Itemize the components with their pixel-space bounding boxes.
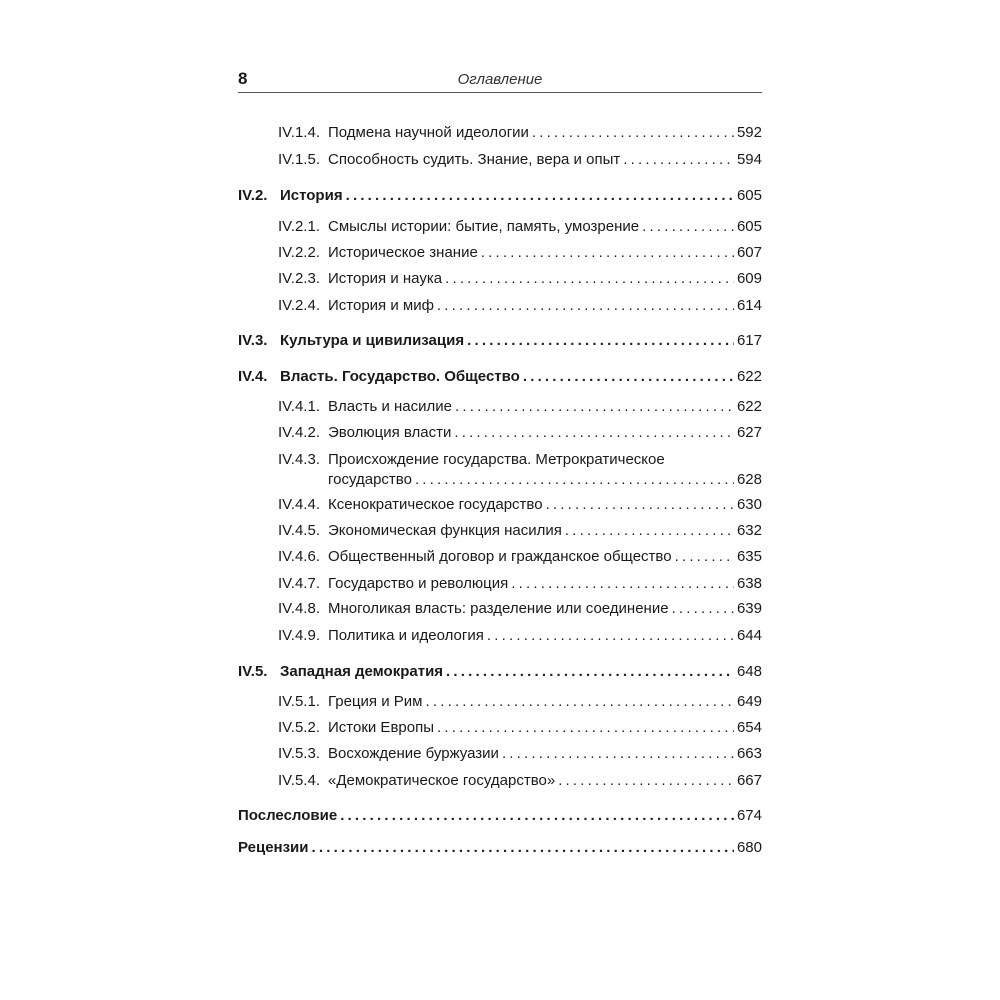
toc-entry-title: Восхождение буржуазии: [328, 745, 499, 762]
dot-leader: [346, 186, 734, 206]
toc-entry-number: IV.4.5.: [278, 522, 320, 539]
toc-entry-page: 667: [736, 772, 762, 789]
toc-section-number: IV.3.: [238, 332, 268, 349]
toc-entry-page: 592: [736, 124, 762, 141]
toc-section-page: 648: [736, 663, 762, 680]
toc-section[interactable]: [238, 186, 762, 206]
toc-entry-title: Экономическая функция насилия: [328, 522, 562, 539]
toc-entry[interactable]: [278, 397, 762, 417]
toc-entry-number: IV.5.2.: [278, 719, 320, 736]
toc-entry-number: IV.1.5.: [278, 151, 320, 168]
toc-entry-number: IV.4.7.: [278, 575, 320, 592]
toc-section-title: Культура и цивилизация: [280, 332, 465, 349]
dot-leader: [546, 495, 734, 515]
toc-entry-page: 630: [736, 496, 762, 513]
toc-entry-number: IV.4.2.: [278, 424, 320, 441]
dot-leader: [467, 331, 734, 351]
toc-entry-number: IV.5.1.: [278, 693, 320, 710]
dot-leader: [437, 296, 734, 316]
toc-entry-title-line1: Происхождение государства. Метрократическое: [328, 451, 665, 468]
dot-leader: [425, 692, 734, 712]
toc-entry[interactable]: [278, 521, 762, 541]
toc-entry-title: Общественный договор и гражданское общество: [328, 548, 672, 565]
dot-leader: [445, 269, 734, 289]
toc-entry-page: 622: [736, 398, 762, 415]
toc-entry-page: 609: [736, 270, 762, 287]
toc-section-title: История: [280, 187, 343, 204]
toc-entry[interactable]: [278, 423, 762, 443]
toc-entry[interactable]: [278, 771, 762, 791]
toc-entry-number: IV.4.6.: [278, 548, 320, 565]
toc-entry-title: «Демократическое государство»: [328, 772, 556, 789]
dot-leader: [502, 744, 734, 764]
toc-section-number: IV.5.: [238, 663, 268, 680]
toc-entry[interactable]: [278, 599, 762, 619]
toc-entry[interactable]: [278, 243, 762, 263]
toc-entry-title: Греция и Рим: [328, 693, 423, 710]
running-head: Оглавление: [457, 71, 543, 88]
toc-section-page: 622: [736, 368, 762, 385]
toc-entry-title: История и миф: [328, 297, 434, 314]
toc-entry-page: 632: [736, 522, 762, 539]
toc-entry[interactable]: [278, 450, 762, 490]
toc-section[interactable]: [238, 367, 762, 387]
toc-entry[interactable]: [278, 150, 762, 170]
toc-section-title: Рецензии: [238, 839, 309, 856]
toc-entry-page: 614: [736, 297, 762, 314]
toc-entry[interactable]: [278, 123, 762, 143]
toc-section-page: 680: [736, 839, 762, 856]
toc-entry-number: IV.4.3.: [278, 451, 320, 468]
dot-leader: [565, 521, 734, 541]
dot-leader: [511, 574, 734, 594]
toc-entry-title: Эволюция власти: [328, 424, 452, 441]
dot-leader: [437, 718, 734, 738]
dot-leader: [532, 123, 734, 143]
toc-entry-number: IV.4.1.: [278, 398, 320, 415]
toc-entry-page: 607: [736, 244, 762, 261]
toc-entry-page: 638: [736, 575, 762, 592]
toc-entry-title: Власть и насилие: [328, 398, 452, 415]
dot-leader: [455, 397, 734, 417]
toc-entry-number: IV.5.4.: [278, 772, 320, 789]
toc-entry-page: 628: [736, 471, 762, 488]
dot-leader: [623, 150, 734, 170]
dot-leader: [642, 217, 734, 237]
toc-entry[interactable]: [278, 626, 762, 646]
toc-section[interactable]: [238, 838, 762, 858]
toc-section-number: IV.4.: [238, 368, 268, 385]
toc-entry-page: 644: [736, 627, 762, 644]
toc-section-title: Западная демократия: [280, 663, 444, 680]
toc-section-title: Власть. Государство. Общество: [280, 368, 520, 385]
toc-entry-title: Подмена научной идеологии: [328, 124, 529, 141]
toc-entry-page: 649: [736, 693, 762, 710]
dot-leader: [481, 243, 734, 263]
dot-leader: [487, 626, 734, 646]
toc-entry-title: Государство и революция: [328, 575, 509, 592]
toc-entry[interactable]: [278, 692, 762, 712]
toc-entry-number: IV.2.1.: [278, 218, 320, 235]
toc-entry-title: Ксенократическое государство: [328, 496, 543, 513]
toc-entry-title: Способность судить. Знание, вера и опыт: [328, 151, 621, 168]
toc-entry-page: 605: [736, 218, 762, 235]
toc-section-number: IV.2.: [238, 187, 268, 204]
toc-entry-number: IV.4.9.: [278, 627, 320, 644]
toc-entry[interactable]: [278, 574, 762, 594]
dot-leader: [454, 423, 734, 443]
toc-entry-title: Историческое знание: [328, 244, 478, 261]
toc-section-page: 674: [736, 807, 762, 824]
toc-entry-title: Многоликая власть: разделение или соединение: [328, 600, 669, 617]
toc-entry-page: 654: [736, 719, 762, 736]
dot-leader: [415, 470, 734, 490]
toc-entry-title: государство: [328, 471, 412, 488]
dot-leader: [672, 599, 734, 619]
toc-entry-title: Истоки Европы: [328, 719, 434, 736]
dot-leader: [675, 547, 734, 567]
toc-section-page: 617: [736, 332, 762, 349]
dot-leader: [446, 662, 734, 682]
toc-entry[interactable]: [278, 217, 762, 237]
toc-entry-number: IV.5.3.: [278, 745, 320, 762]
dot-leader: [312, 838, 734, 858]
toc-entry-page: 627: [736, 424, 762, 441]
toc-entry-number: IV.1.4.: [278, 124, 320, 141]
toc-entry[interactable]: [278, 547, 762, 567]
toc-entry-page: 663: [736, 745, 762, 762]
page-header: [238, 66, 762, 93]
toc-entry-title: Смыслы истории: бытие, память, умозрение: [328, 218, 640, 235]
dot-leader: [558, 771, 734, 791]
page-number: 8: [238, 69, 248, 88]
toc-entry-page: 635: [736, 548, 762, 565]
toc-section[interactable]: [238, 331, 762, 351]
toc-section[interactable]: [238, 662, 762, 682]
toc-entry[interactable]: [278, 718, 762, 738]
toc-section[interactable]: [238, 806, 762, 826]
toc-entry-number: IV.2.3.: [278, 270, 320, 287]
dot-leader: [523, 367, 734, 387]
toc-entry-number: IV.2.4.: [278, 297, 320, 314]
toc-entry-number: IV.2.2.: [278, 244, 320, 261]
toc-entry-number: IV.4.8.: [278, 600, 320, 617]
toc-entry-title: Политика и идеология: [328, 627, 484, 644]
toc-entry-number: IV.4.4.: [278, 496, 320, 513]
dot-leader: [340, 806, 734, 826]
toc-entry-title: История и наука: [328, 270, 443, 287]
toc-entry-page: 639: [736, 600, 762, 617]
toc-section-title: Послесловие: [238, 807, 338, 824]
toc-entry-page: 594: [736, 151, 762, 168]
toc-entry[interactable]: [278, 495, 762, 515]
toc-entry[interactable]: [278, 269, 762, 289]
toc-section-page: 605: [736, 187, 762, 204]
toc-entry[interactable]: [278, 744, 762, 764]
toc-entry[interactable]: [278, 296, 762, 316]
